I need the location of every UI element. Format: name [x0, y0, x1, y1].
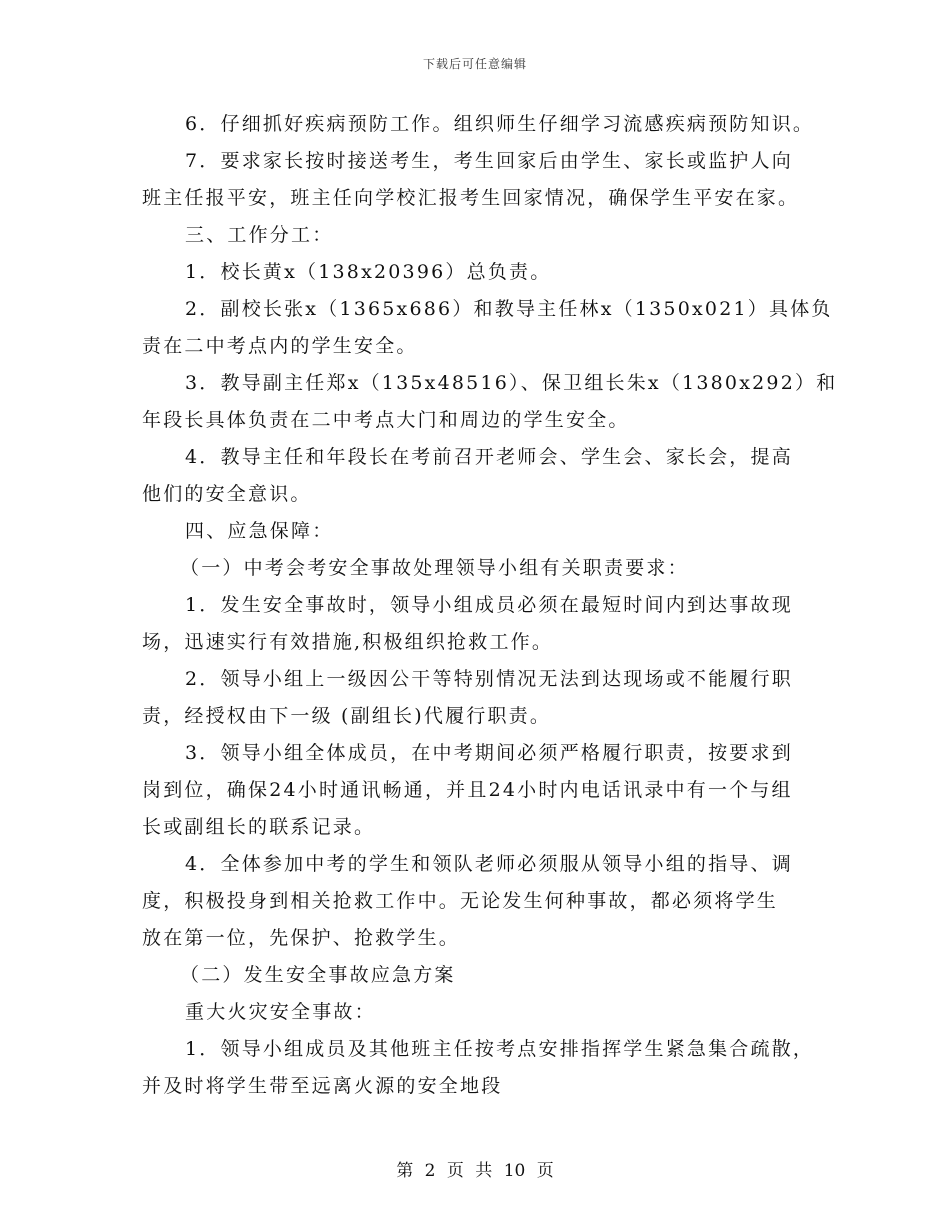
paragraph-line: 责在二中考点内的学生安全。 — [142, 335, 418, 357]
paragraph-line: 年段长具体负责在二中考点大门和周边的学生安全。 — [142, 409, 630, 431]
paragraph-line: 7．要求家长按时接送考生，考生回家后由学生、家长或监护人向 — [185, 150, 793, 172]
paragraph-line: 4．教导主任和年段长在考前召开老师会、学生会、家长会，提高 — [185, 446, 793, 468]
paragraph-line: 三、工作分工： — [185, 224, 334, 246]
page-footer: 第 2 页 共 10 页 — [396, 1161, 554, 1181]
document-body — [142, 106, 838, 1105]
paragraph-line: 1．校长黄x（138x20396）总负责。 — [185, 261, 552, 283]
paragraph-line: 度，积极投身到相关抢救工作中。无论发生何种事故，都必须将学生 — [142, 890, 779, 912]
page-header: 下载后可任意编辑 — [422, 57, 527, 71]
paragraph-line: 2．副校长张x（1365x686）和教导主任林x（1350x021）具体负 — [185, 298, 833, 320]
paragraph-line: 3．领导小组全体成员，在中考期间必须严格履行职责，按要求到 — [185, 742, 793, 764]
paragraph-line: 岗到位，确保24小时通讯畅通，并且24小时内电话讯录中有一个与组 — [142, 779, 793, 801]
paragraph-line: 并及时将学生带至远离火源的安全地段 — [142, 1075, 503, 1097]
paragraph-line: 四、应急保障： — [185, 520, 334, 542]
paragraph-line: 长或副组长的联系记录。 — [142, 816, 376, 838]
paragraph-line: 6．仔细抓好疾病预防工作。组织师生仔细学习流感疾病预防知识。 — [185, 113, 815, 135]
paragraph-line: （一）中考会考安全事故处理领导小组有关职责要求： — [180, 557, 689, 579]
paragraph-line: （二）发生安全事故应急方案 — [180, 964, 456, 986]
paragraph-line: 1．发生安全事故时，领导小组成员必须在最短时间内到达事故现 — [185, 594, 793, 616]
paragraph-line: 2．领导小组上一级因公干等特别情况无法到达现场或不能履行职 — [185, 668, 793, 690]
paragraph-line: 3．教导副主任郑x（135x48516）、保卫组长朱x（1380x292）和 — [185, 372, 838, 394]
paragraph-line: 重大火灾安全事故： — [185, 1001, 376, 1023]
paragraph-line: 场，迅速实行有效措施,积极组织抢救工作。 — [142, 631, 554, 653]
paragraph-line: 放在第一位，先保护、抢救学生。 — [142, 927, 461, 949]
paragraph-line: 责，经授权由下一级 (副组长)代履行职责。 — [142, 705, 552, 727]
paragraph-line: 4．全体参加中考的学生和领队老师必须服从领导小组的指导、调 — [185, 853, 793, 875]
paragraph-line: 1．领导小组成员及其他班主任按考点安排指挥学生紧急集合疏散， — [185, 1038, 815, 1060]
paragraph-line: 班主任报平安，班主任向学校汇报考生回家情况，确保学生平安在家。 — [142, 187, 800, 209]
paragraph-line: 他们的安全意识。 — [142, 483, 312, 505]
